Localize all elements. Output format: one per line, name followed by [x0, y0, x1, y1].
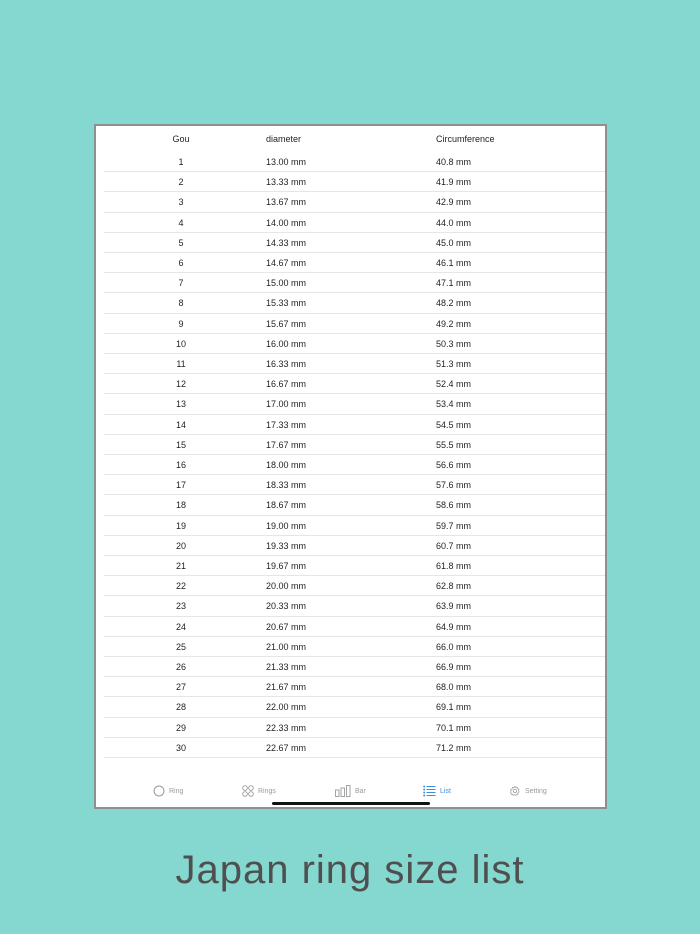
diameter-cell: 13.33 mm [266, 177, 307, 188]
table-row [96, 273, 605, 293]
table-header [96, 126, 605, 152]
gou-cell: 16 [175, 460, 186, 470]
circle-icon [153, 785, 165, 797]
grid-circles-icon [242, 785, 254, 797]
gou-cell: 3 [178, 197, 184, 208]
header-gou: Gou [172, 134, 190, 144]
circumference-cell: 64.9 mm [436, 621, 472, 632]
table-row [96, 354, 605, 374]
gou-cell: 26 [175, 662, 186, 672]
diameter-cell: 13.00 mm [266, 157, 307, 167]
gou-cell: 6 [178, 258, 184, 268]
tab-ring[interactable] [153, 782, 183, 800]
circumference-cell: 44.0 mm [436, 217, 472, 228]
circumference-cell: 45.0 mm [436, 237, 472, 248]
table-row [96, 172, 605, 192]
table-row [96, 213, 605, 233]
circumference-cell: 40.8 mm [436, 157, 472, 167]
table-row [96, 192, 605, 212]
circumference-cell: 62.8 mm [436, 581, 472, 592]
diameter-cell: 18.00 mm [266, 460, 307, 470]
table-row [96, 697, 605, 717]
gou-cell: 18 [175, 500, 186, 511]
circumference-cell: 71.2 mm [436, 742, 472, 753]
table-row [96, 617, 605, 637]
table-row [96, 516, 605, 536]
circumference-cell: 54.5 mm [436, 419, 472, 430]
circumference-cell: 69.1 mm [436, 702, 472, 713]
gou-cell: 14 [175, 419, 186, 430]
gou-cell: 15 [175, 439, 186, 450]
diameter-cell: 16.33 mm [266, 359, 307, 369]
table-row [96, 455, 605, 475]
bar-chart-icon [335, 785, 351, 797]
circumference-cell: 57.6 mm [436, 480, 472, 491]
gou-cell: 22 [175, 581, 186, 592]
gou-cell: 1 [178, 157, 184, 167]
tab-label: Ring [169, 787, 184, 795]
diameter-cell: 16.00 mm [266, 338, 307, 349]
gou-cell: 7 [178, 278, 184, 289]
table-row [96, 536, 605, 556]
circumference-cell: 48.2 mm [436, 298, 472, 309]
gou-cell: 30 [175, 742, 186, 753]
gou-cell: 23 [175, 601, 186, 612]
home-indicator[interactable] [272, 802, 430, 805]
gou-cell: 4 [178, 217, 184, 228]
gou-cell: 5 [178, 237, 184, 248]
tab-label: Rings [258, 787, 276, 795]
header-diameter: diameter [266, 134, 302, 144]
diameter-cell: 15.00 mm [266, 278, 307, 289]
diameter-cell: 15.67 mm [266, 318, 307, 329]
circumference-cell: 50.3 mm [436, 338, 472, 349]
gear-icon [509, 785, 521, 797]
diameter-cell: 14.00 mm [266, 217, 307, 228]
table-row [96, 394, 605, 414]
gou-cell: 17 [175, 480, 186, 491]
diameter-cell: 17.67 mm [266, 439, 307, 450]
circumference-cell: 60.7 mm [436, 540, 472, 551]
circumference-cell: 63.9 mm [436, 601, 472, 612]
diameter-cell: 16.67 mm [266, 379, 307, 390]
circumference-cell: 47.1 mm [436, 278, 472, 289]
diameter-cell: 22.33 mm [266, 722, 307, 733]
tab-label: Setting [525, 787, 547, 795]
gou-cell: 2 [178, 177, 184, 188]
gou-cell: 28 [175, 702, 186, 713]
diameter-cell: 19.67 mm [266, 561, 307, 571]
diameter-cell: 21.67 mm [266, 682, 307, 693]
table-row [96, 677, 605, 697]
table-row [96, 435, 605, 455]
circumference-cell: 42.9 mm [436, 197, 472, 208]
circumference-cell: 41.9 mm [436, 177, 472, 188]
circumference-cell: 52.4 mm [436, 379, 472, 390]
table-row [96, 718, 605, 738]
gou-cell: 11 [176, 359, 186, 369]
gou-cell: 19 [175, 520, 186, 531]
circumference-cell: 59.7 mm [436, 520, 472, 531]
circumference-cell: 70.1 mm [436, 722, 472, 733]
gou-cell: 29 [175, 722, 186, 733]
gou-cell: 25 [175, 641, 186, 652]
tab-label: Bar [355, 787, 366, 795]
diameter-cell: 18.33 mm [266, 480, 307, 491]
diameter-cell: 14.33 mm [266, 237, 307, 248]
circumference-cell: 66.0 mm [436, 641, 472, 652]
circumference-cell: 51.3 mm [436, 359, 472, 369]
circumference-cell: 56.6 mm [436, 460, 472, 470]
diameter-cell: 20.33 mm [266, 601, 307, 612]
gou-cell: 12 [175, 379, 186, 390]
circumference-cell: 61.8 mm [436, 561, 472, 571]
circumference-cell: 53.4 mm [436, 399, 472, 410]
tab-rings[interactable] [242, 782, 276, 800]
circumference-cell: 58.6 mm [436, 500, 472, 511]
table-row [96, 596, 605, 616]
circumference-cell: 55.5 mm [436, 439, 472, 450]
table-row [96, 293, 605, 313]
table-row [96, 253, 605, 273]
gou-cell: 9 [178, 318, 184, 329]
table-row [96, 233, 605, 253]
diameter-cell: 22.67 mm [266, 742, 307, 753]
diameter-cell: 17.33 mm [266, 419, 307, 430]
table-row [96, 576, 605, 596]
diameter-cell: 15.33 mm [266, 298, 307, 309]
circumference-cell: 49.2 mm [436, 318, 472, 329]
diameter-cell: 17.00 mm [266, 399, 307, 410]
table-row [96, 334, 605, 354]
diameter-cell: 20.00 mm [266, 581, 307, 592]
tab-bar-chart[interactable] [335, 782, 366, 800]
circumference-cell: 68.0 mm [436, 682, 472, 693]
gou-cell: 10 [175, 338, 186, 349]
caption-text: Japan ring size list [175, 848, 525, 892]
table-row [96, 637, 605, 657]
gou-cell: 8 [178, 298, 184, 309]
table-row [96, 152, 605, 172]
diameter-cell: 18.67 mm [266, 500, 307, 511]
table-row [96, 556, 605, 576]
tab-setting[interactable] [509, 782, 547, 800]
gou-cell: 13 [175, 399, 186, 410]
list-icon [423, 785, 436, 797]
diameter-cell: 21.33 mm [266, 662, 307, 672]
diameter-cell: 19.00 mm [266, 520, 307, 531]
diameter-cell: 20.67 mm [266, 621, 307, 632]
tab-list[interactable] [423, 782, 451, 800]
diameter-cell: 14.67 mm [266, 258, 307, 268]
table-row [96, 374, 605, 394]
tab-label: List [440, 787, 451, 795]
diameter-cell: 22.00 mm [266, 702, 307, 713]
table-row [96, 415, 605, 435]
gou-cell: 20 [175, 540, 186, 551]
circumference-cell: 66.9 mm [436, 662, 472, 672]
diameter-cell: 21.00 mm [266, 641, 307, 652]
diameter-cell: 19.33 mm [266, 540, 307, 551]
header-circumference: Circumference [436, 134, 495, 144]
gou-cell: 21 [175, 561, 186, 571]
gou-cell: 27 [175, 682, 186, 693]
circumference-cell: 46.1 mm [436, 258, 472, 268]
gou-cell: 24 [175, 621, 186, 632]
diameter-cell: 13.67 mm [266, 197, 307, 208]
table-row [96, 314, 605, 334]
table-row [96, 475, 605, 495]
table-row [96, 657, 605, 677]
table-row [96, 495, 605, 515]
app-screen [94, 124, 607, 809]
table-row [96, 738, 605, 758]
